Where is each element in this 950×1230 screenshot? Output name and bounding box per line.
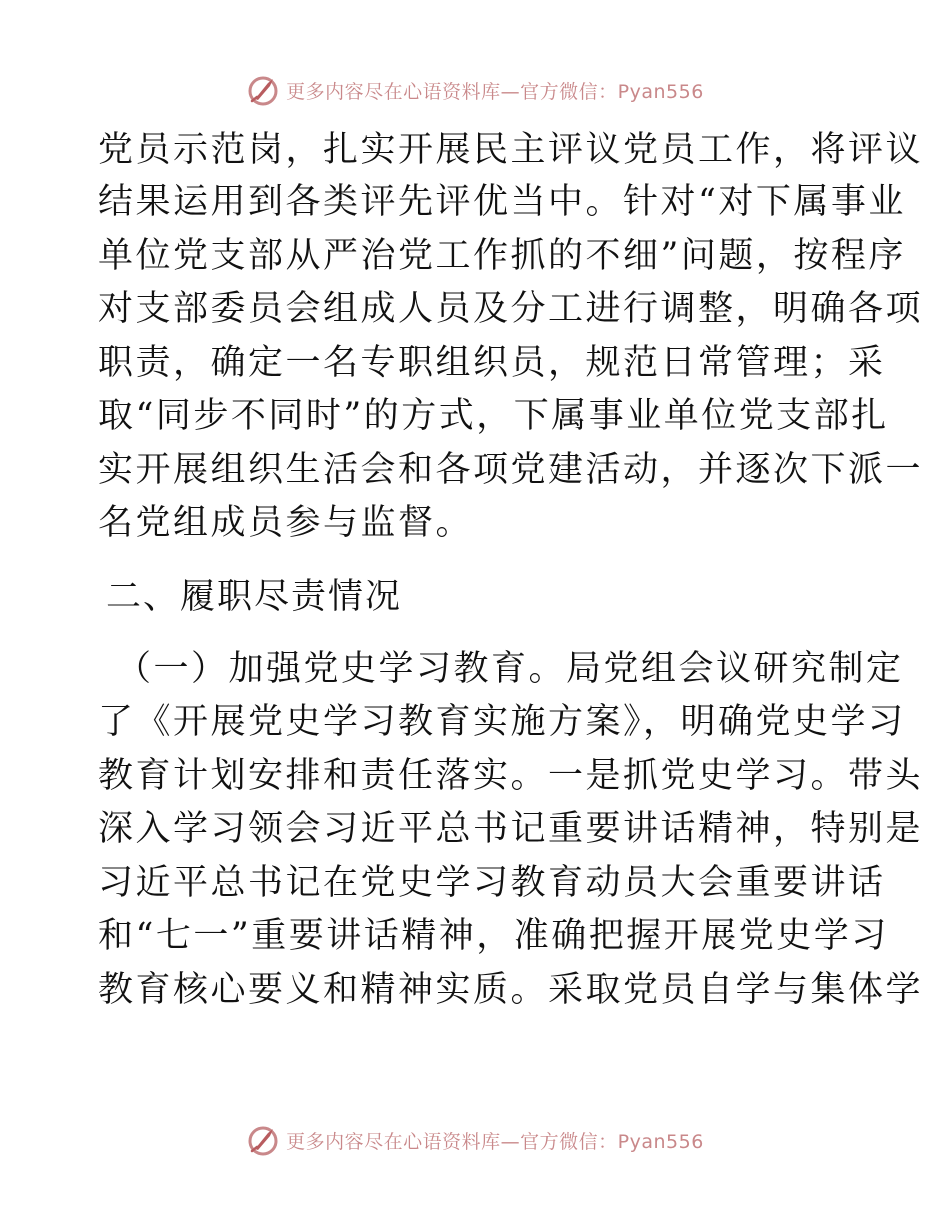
- quill-logo-icon: [246, 1123, 280, 1157]
- text-line: 对支部委员会组成人员及分工进行调整，明确各项: [98, 289, 924, 329]
- quill-logo-icon: [246, 73, 280, 107]
- text-line: 职责，确定一名专职组织员，规范日常管理；采: [98, 342, 886, 383]
- header-watermark: [0, 70, 950, 110]
- text-line: 实开展组织生活会和各项党建活动，并逐次下派一: [98, 449, 924, 490]
- text-line: 了《开展党史学习教育实施方案》，明确党史学习: [98, 702, 906, 742]
- section-heading: 二、履职尽责情况: [106, 576, 403, 617]
- watermark-text: 更多内容尽在心语资料库—官方微信：Pyan556: [286, 80, 704, 103]
- text-line: 单位党支部从严治党工作抓的不细”问题，按程序: [98, 235, 906, 276]
- text-line: 教育计划安排和责任落实。一是抓党史学习。带头: [98, 755, 924, 796]
- watermark-text: 更多内容尽在心语资料库—官方微信：Pyan556: [286, 1130, 704, 1153]
- text-line: 教育核心要义和精神实质。采取党员自学与集体学: [98, 969, 924, 1010]
- text-line: （一）加强党史学习教育。局党组会议研究制定: [116, 648, 904, 689]
- text-line: 结果运用到各类评先评优当中。针对“对下属事业: [98, 182, 906, 222]
- text-line: 名党组成员参与监督。: [98, 503, 474, 543]
- text-line: 习近平总书记在党史学习教育动员大会重要讲话: [98, 862, 886, 903]
- paragraph-2: [98, 643, 924, 1018]
- document-body: [98, 124, 924, 1017]
- text-line: 和“七一”重要讲话精神，准确把握开展党史学习: [98, 916, 889, 956]
- text-line: 深入学习领会习近平总书记重要讲话精神，特别是: [98, 809, 924, 849]
- text-line: 取“同步不同时”的方式，下属事业单位党支部扎: [98, 396, 889, 436]
- paragraph-1: [98, 124, 924, 551]
- footer-watermark: [0, 1120, 950, 1160]
- text-line: 党员示范岗，扎实开展民主评议党员工作，将评议: [98, 130, 924, 170]
